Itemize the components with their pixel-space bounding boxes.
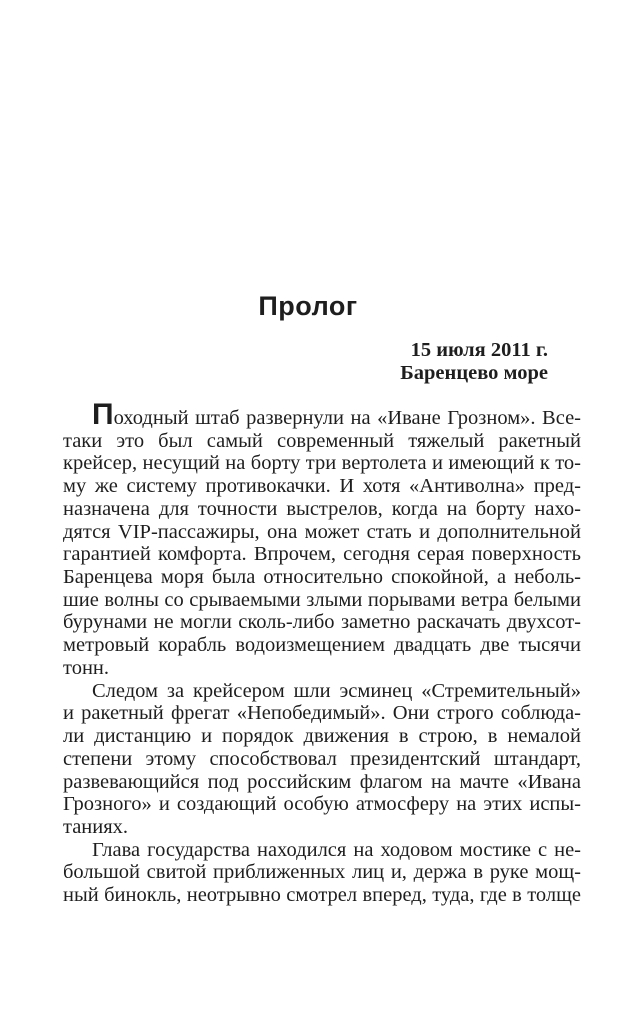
paragraph-2-line-1: Следом за крейсером шли эсминец «Стремительный» [92,679,581,702]
paragraph-1-line-10: бурунами не могли сколь-либо заметно раскачать двухсот- [63,611,581,634]
paragraph-1-line-5: назначена для точности выстрелов, когда на борту нахо- [63,497,581,520]
paragraph-3-line-1: Глава государства находился на ходовом мостике с не- [92,838,581,861]
dateline-date: 15 июля 2011 г. [410,339,548,361]
paragraph-2-line-4: степени этому способствовал президентский штандарт, [63,747,581,770]
paragraph-1-line-7: гарантией комфорта. Впрочем, сегодня серая поверхность [63,543,581,566]
paragraph-1-line-12: тонн. [63,656,110,679]
paragraph-2-line-5: развевающийся под российским флагом на мачте «Ивана [63,770,581,793]
chapter-body [63,398,581,907]
paragraph-2-line-7: таниях. [63,815,129,838]
dateline [63,339,548,386]
paragraph-2-line-2: и ракетный фрегат «Непобедимый». Они строго соблюда- [63,702,581,725]
paragraph-1-line-4: му же систему противокачки. И хотя «Антиволна» пред- [63,475,581,498]
paragraph-3-line-3: ный бинокль, неотрывно смотрел вперед, туда, где в толще [63,884,581,907]
paragraph-3-line-2: большой свитой приближенных лиц и, держа в руке мощ- [63,861,581,884]
paragraph-2-line-3: ли дистанцию и порядок движения в строю, в немалой [63,725,581,748]
paragraph-2-line-6: Грозного» и создающий особую атмосферу на этих испы- [63,793,581,816]
paragraph-1-line-3: крейсер, несущий на борту три вертолета и имеющий к то- [63,452,581,475]
paragraph-1-line-2: таки это был самый современный тяжелый ракетный [63,429,581,452]
paragraph-1-line-1: Походный штаб развернули на «Иване Грозном». Все- [92,398,581,431]
dateline-place: Баренцево море [400,362,548,385]
paragraph-1-line-11: метровый корабль водоизмещением двадцать две тысячи [63,634,581,657]
chapter-title: Пролог [258,291,358,321]
dropcap-letter: П [92,398,114,431]
paragraph-1-line-8: Баренцева моря была относительно спокойной, а неболь- [63,566,581,589]
paragraph-1-line-6: дятся VIP-пассажиры, она может стать и дополнительной [63,520,581,543]
paragraph-1-line-9: шие волны со срываемыми злыми порывами ветра белыми [63,588,581,611]
